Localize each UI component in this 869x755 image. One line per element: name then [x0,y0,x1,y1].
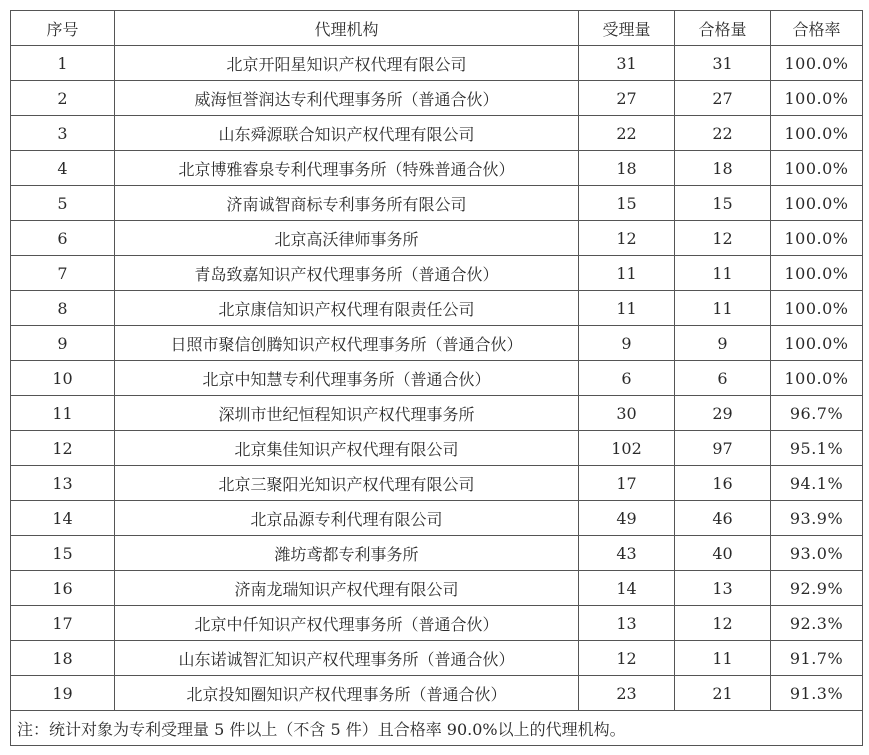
table-row [11,501,863,536]
cell-accepted: 12 [579,641,675,676]
cell-rate: 100.0% [771,81,863,116]
cell-index: 16 [11,571,115,606]
cell-rate: 100.0% [771,46,863,81]
table-row [11,81,863,116]
table-row [11,466,863,501]
cell-accepted: 12 [579,221,675,256]
cell-accepted: 11 [579,291,675,326]
table-row [11,536,863,571]
table-row [11,396,863,431]
cell-qualified: 18 [675,151,771,186]
cell-agency: 北京高沃律师事务所 [115,221,579,256]
cell-rate: 91.7% [771,641,863,676]
cell-accepted: 43 [579,536,675,571]
cell-index: 5 [11,186,115,221]
cell-rate: 95.1% [771,431,863,466]
cell-rate: 94.1% [771,466,863,501]
cell-rate: 100.0% [771,116,863,151]
cell-index: 14 [11,501,115,536]
cell-rate: 91.3% [771,676,863,711]
cell-index: 4 [11,151,115,186]
table-row [11,291,863,326]
cell-accepted: 102 [579,431,675,466]
cell-agency: 青岛致嘉知识产权代理事务所（普通合伙） [115,256,579,291]
cell-index: 19 [11,676,115,711]
cell-accepted: 31 [579,46,675,81]
table-row [11,326,863,361]
cell-agency: 北京三聚阳光知识产权代理有限公司 [115,466,579,501]
header-row [11,11,863,46]
cell-agency: 济南龙瑞知识产权代理有限公司 [115,571,579,606]
cell-qualified: 9 [675,326,771,361]
table-row [11,256,863,291]
cell-agency: 北京博雅睿泉专利代理事务所（特殊普通合伙） [115,151,579,186]
cell-qualified: 21 [675,676,771,711]
cell-agency: 北京集佳知识产权代理有限公司 [115,431,579,466]
cell-agency: 北京康信知识产权代理有限责任公司 [115,291,579,326]
cell-index: 1 [11,46,115,81]
cell-accepted: 17 [579,466,675,501]
cell-index: 8 [11,291,115,326]
header-accepted: 受理量 [579,11,675,46]
cell-accepted: 13 [579,606,675,641]
cell-agency: 潍坊鸢都专利事务所 [115,536,579,571]
table-body [11,46,863,711]
table-row [11,186,863,221]
cell-index: 9 [11,326,115,361]
cell-index: 15 [11,536,115,571]
cell-accepted: 18 [579,151,675,186]
cell-accepted: 22 [579,116,675,151]
table-header [11,11,863,46]
table-row [11,361,863,396]
cell-agency: 山东诺诚智汇知识产权代理事务所（普通合伙） [115,641,579,676]
cell-index: 7 [11,256,115,291]
cell-accepted: 27 [579,81,675,116]
table-row [11,151,863,186]
note-row [11,711,863,746]
cell-qualified: 13 [675,571,771,606]
cell-qualified: 40 [675,536,771,571]
cell-qualified: 11 [675,291,771,326]
cell-qualified: 11 [675,641,771,676]
agency-table-sheet [10,10,862,746]
table-row [11,431,863,466]
header-index: 序号 [11,11,115,46]
cell-qualified: 29 [675,396,771,431]
cell-index: 10 [11,361,115,396]
cell-accepted: 30 [579,396,675,431]
cell-accepted: 49 [579,501,675,536]
cell-qualified: 15 [675,186,771,221]
cell-accepted: 23 [579,676,675,711]
cell-accepted: 11 [579,256,675,291]
cell-agency: 北京投知圈知识产权代理事务所（普通合伙） [115,676,579,711]
cell-qualified: 16 [675,466,771,501]
cell-agency: 深圳市世纪恒程知识产权代理事务所 [115,396,579,431]
cell-rate: 100.0% [771,186,863,221]
cell-index: 18 [11,641,115,676]
table-note: 注：统计对象为专利受理量 5 件以上（不含 5 件）且合格率 90.0%以上的代理机构。 [11,711,863,746]
cell-qualified: 97 [675,431,771,466]
table-row [11,116,863,151]
table-row [11,221,863,256]
cell-rate: 96.7% [771,396,863,431]
header-agency: 代理机构 [115,11,579,46]
cell-index: 6 [11,221,115,256]
table-row [11,571,863,606]
cell-qualified: 22 [675,116,771,151]
cell-accepted: 15 [579,186,675,221]
header-qualified: 合格量 [675,11,771,46]
cell-index: 2 [11,81,115,116]
cell-index: 17 [11,606,115,641]
cell-qualified: 12 [675,221,771,256]
cell-agency: 北京中仟知识产权代理事务所（普通合伙） [115,606,579,641]
cell-agency: 北京开阳星知识产权代理有限公司 [115,46,579,81]
cell-agency: 北京中知慧专利代理事务所（普通合伙） [115,361,579,396]
cell-rate: 100.0% [771,221,863,256]
cell-rate: 100.0% [771,361,863,396]
cell-index: 11 [11,396,115,431]
table-row [11,46,863,81]
cell-rate: 100.0% [771,256,863,291]
agency-ranking-table [10,10,863,746]
cell-agency: 威海恒誉润达专利代理事务所（普通合伙） [115,81,579,116]
cell-rate: 93.0% [771,536,863,571]
cell-qualified: 6 [675,361,771,396]
cell-rate: 100.0% [771,291,863,326]
cell-qualified: 12 [675,606,771,641]
cell-index: 3 [11,116,115,151]
cell-rate: 100.0% [771,326,863,361]
cell-rate: 92.3% [771,606,863,641]
cell-qualified: 11 [675,256,771,291]
table-footer [11,711,863,746]
cell-qualified: 31 [675,46,771,81]
cell-accepted: 6 [579,361,675,396]
cell-index: 12 [11,431,115,466]
header-rate: 合格率 [771,11,863,46]
cell-accepted: 9 [579,326,675,361]
cell-index: 13 [11,466,115,501]
cell-agency: 山东舜源联合知识产权代理有限公司 [115,116,579,151]
cell-rate: 92.9% [771,571,863,606]
table-row [11,641,863,676]
cell-agency: 北京品源专利代理有限公司 [115,501,579,536]
cell-qualified: 27 [675,81,771,116]
cell-qualified: 46 [675,501,771,536]
cell-rate: 93.9% [771,501,863,536]
cell-accepted: 14 [579,571,675,606]
cell-agency: 日照市聚信创腾知识产权代理事务所（普通合伙） [115,326,579,361]
table-row [11,676,863,711]
cell-agency: 济南诚智商标专利事务所有限公司 [115,186,579,221]
table-row [11,606,863,641]
cell-rate: 100.0% [771,151,863,186]
